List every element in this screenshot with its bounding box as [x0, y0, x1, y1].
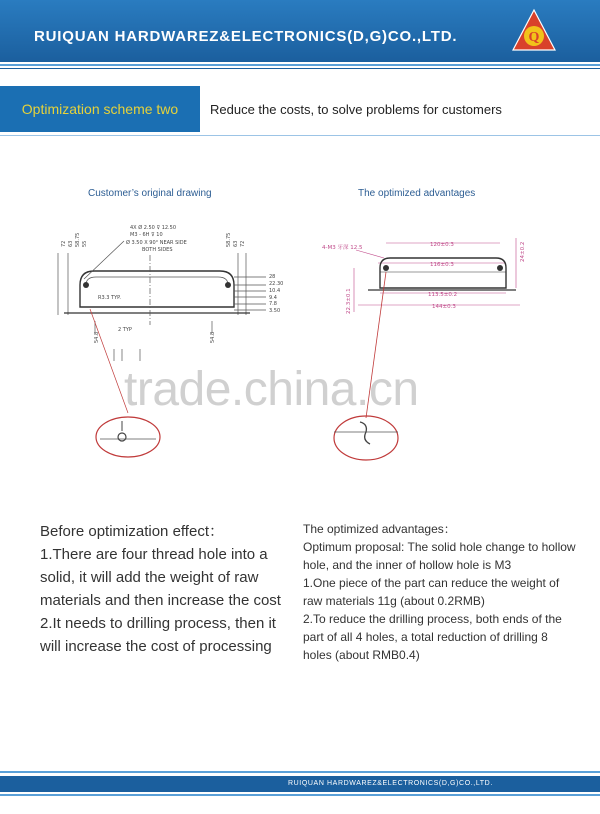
opt-left-hole [383, 265, 389, 271]
right-drawing-caption: The optimized advantages [358, 188, 476, 199]
dim-top-right-1: 63 [233, 240, 239, 247]
dim-top-left-0: 72 [61, 240, 67, 247]
scheme-rule [0, 135, 600, 136]
dim-bottom-left: 54.8 [94, 331, 100, 343]
watermark: trade.china.cn [124, 363, 419, 416]
header-rule [0, 64, 600, 66]
after-line-2: 2.To reduce the drilling process, both ends of the part of all 4 holes, a total reduction of drilling 8 holes (about RMB0.4) [303, 612, 562, 662]
dim-right-0: 28 [269, 274, 276, 280]
dim-top-left-2: 58.75 [75, 232, 81, 247]
dim-144: 144±0.3 [432, 304, 456, 310]
dim-top-left-1: 63 [68, 240, 74, 247]
thread-note: 4-M3 牙深 12.5 [322, 245, 363, 251]
dim-113: 113.5±0.2 [428, 292, 458, 298]
dim-116: 116±0.3 [430, 262, 454, 268]
footer-rule-top [0, 771, 600, 773]
detail-circle-right [334, 416, 398, 460]
before-title: Before optimization effect： [40, 523, 224, 540]
dim-right-1: 22.30 [269, 281, 284, 287]
left-drawing-caption: Customer’s original drawing [88, 188, 212, 199]
drawing-typ2: 2 TYP [118, 327, 132, 333]
original-drawing [50, 215, 290, 465]
after-proposal: Optimum proposal: The solid hole change to hollow hole, and the inner of hollow hole is M3 [303, 540, 576, 572]
drawing-note-1: 4X Ø 2.50 ⊽ 12.50 [130, 225, 177, 231]
before-line-1: 1.There are four thread hole into a solid, it will add the weight of raw materials and then increase the cost [40, 546, 281, 609]
dim-top-right-2: 72 [240, 240, 246, 247]
logo-letter: Q [528, 30, 540, 45]
dim-bottom-right: 54.8 [210, 331, 216, 343]
company-logo-icon [511, 8, 557, 54]
scheme-subtitle: Reduce the costs, to solve problems for customers [210, 102, 502, 117]
dim-22: 22.3±0.1 [346, 288, 352, 314]
dim-24: 24±0.2 [520, 241, 526, 262]
dim-120: 120±0.3 [430, 242, 454, 248]
left-hole-mark [83, 282, 89, 288]
after-section [303, 520, 578, 664]
dim-right-4: 7.8 [269, 301, 277, 307]
header-bar [0, 0, 600, 62]
dim-right-3: 9.4 [269, 295, 277, 301]
before-line-2: 2.It needs to drilling process, then it will increase the cost of processing [40, 615, 276, 655]
opt-right-hole [497, 265, 503, 271]
footer-company: RUIQUAN HARDWAREZ&ELECTRONICS(D,G)CO.,LTD. [288, 780, 493, 787]
after-line-1: 1.One piece of the part can reduce the weight of raw materials 11g (about 0.2RMB) [303, 576, 560, 608]
drawing-note-2: M3 - 6H ⊽ 10 [130, 232, 163, 238]
before-section [40, 520, 290, 658]
dim-top-right-0: 58.75 [226, 232, 232, 247]
drawing-note-3: Ø 3.50 X 90° NEAR SIDE [126, 240, 187, 246]
detail-circle-left [96, 417, 160, 457]
after-title: The optimized advantages： [303, 522, 456, 536]
drawing-r33: R3.3 TYP. [98, 295, 121, 301]
right-hole-mark [225, 282, 231, 288]
dim-right-5: 3.50 [269, 308, 281, 314]
drawing-note-4: BOTH SIDES [142, 247, 173, 253]
scheme-title: Optimization scheme two [0, 86, 200, 132]
optimized-drawing [310, 232, 540, 464]
footer-rule-bottom [0, 794, 600, 796]
dim-top-left-3: 55 [82, 240, 88, 247]
dim-right-2: 10.4 [269, 288, 281, 294]
header-rule-thin [0, 68, 600, 69]
company-name: RUIQUAN HARDWAREZ&ELECTRONICS(D,G)CO.,LTD. [34, 28, 458, 45]
